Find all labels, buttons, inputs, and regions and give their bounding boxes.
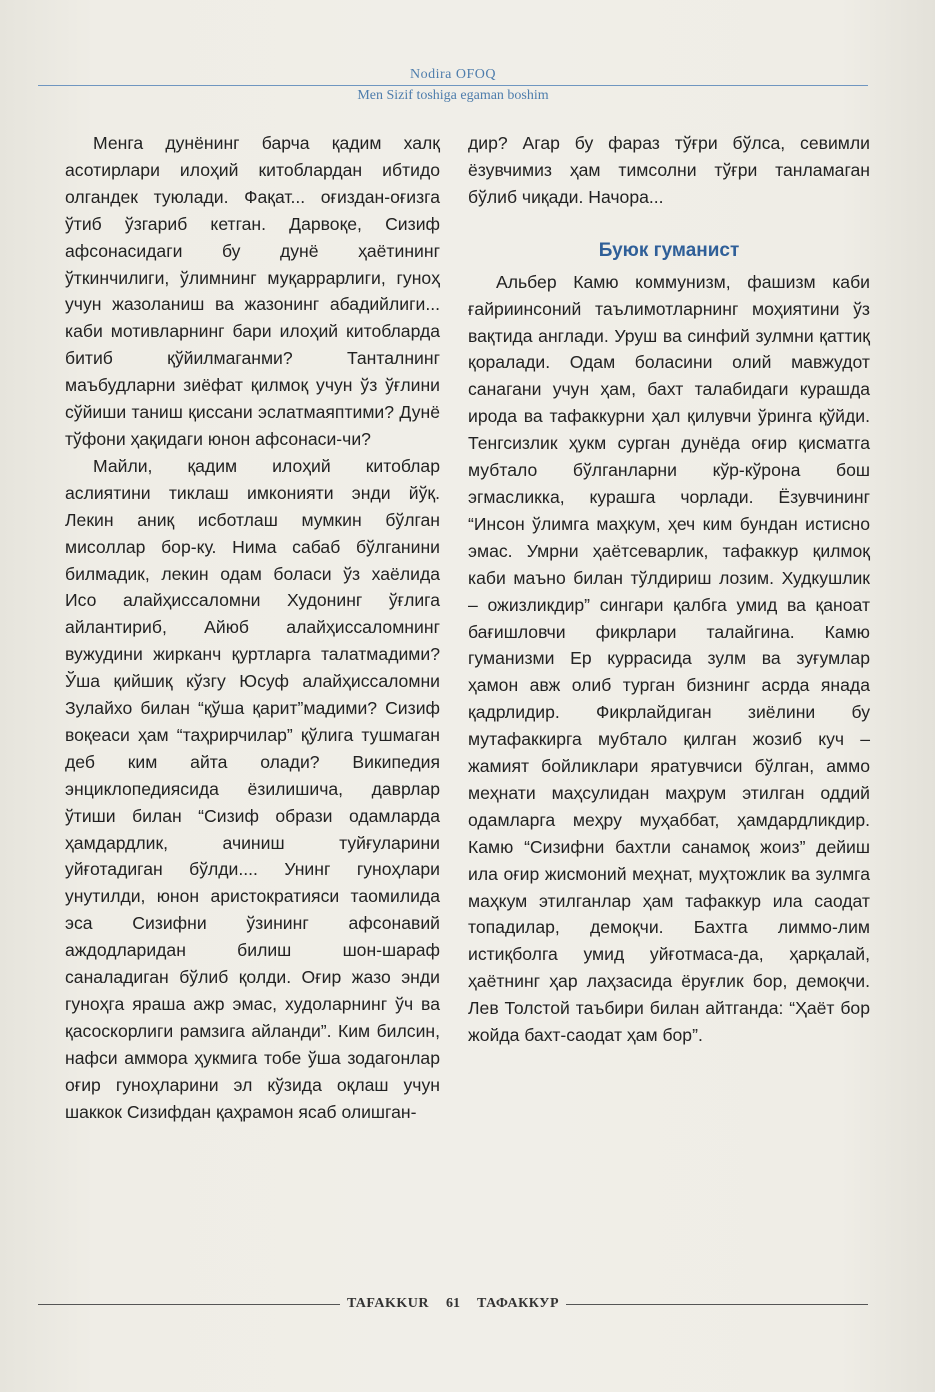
footer-magazine-name-cyrillic: ТАФАККУР (477, 1296, 560, 1311)
section-heading: Буюк гуманист (598, 239, 740, 261)
header-rule (38, 85, 868, 86)
footer-rule-right (566, 1304, 868, 1305)
footer-rule-left (38, 1304, 340, 1305)
page-number: 61 (446, 1296, 461, 1311)
right-column (468, 130, 870, 1049)
running-header (38, 66, 868, 104)
page-footer (38, 1295, 868, 1313)
header-article-title: Men Sizif toshiga egaman boshim (357, 88, 549, 103)
paragraph: Менга дунёнинг барча қадим халқ асотирлари илоҳий китоблардан ибтидо олгандек туюлади. Фақат... оғиздан-оғизга ўтиб ўзгариб кетган. Дарвоқе, Сизиф афсонасидаги бу дунё ҳаётининг ўткинчилиги, ўлимнинг муқаррарлиги, гуноҳ учун жазоланиш ва жазонинг абадийлиги... каби мотивларнинг бари илоҳий китобларда битиб қўйилмаганми? Танталнинг маъбудларни зиёфат қилмоқ учун ўз ўғлини сўйиши таниш қиссани эслатмаяптими? Дунё тўфони ҳақидаги юнон афсонаси-чи? (65, 133, 440, 449)
left-column (65, 130, 440, 1126)
footer-magazine-name-latin: TAFAKKUR (346, 1296, 430, 1311)
paragraph: Альбер Камю коммунизм, фашизм каби ғайриинсоний таълимотларнинг моҳиятини ўз вақтида англади. Уруш ва синфий зулмни қаттиқ қоралади. Одам боласини олий мавжудот санагани учун ҳам, бахт талабидаги курашда ирода ва тафаккурни ҳал қилувчи ўринга қўйди. Тенгсизлик ҳукм сурган дунёда оғир қисматга мубтало бўлганларни кўр-кўрона бош эгмасликка, курашга чорлади. Ёзувчининг “Инсон ўлимга маҳкум, ҳеч ким бундан истисно эмас. Умрни ҳаётсеварлик, тафаккур қилмоқ каби маъно билан тўлдириш лозим. Худкушлик – ожизликдир” сингари қалбга умид ва қаноат бағишловчи фикрлари талайгина. Камю гуманизми Ер куррасида зулм ва зуғумлар ҳамон авж олиб турган бизнинг асрда янада қадрлидир. Фикрлайдиган зиёлини бу мутафаккирга мубтало қилган жозиб куч – жамият бойликлари яратувчиси бўлган, аммо меҳнати маҳсулидан маҳрум этилган оддий одамларга меҳру муҳаббат, ҳамдардликдир. Камю “Сизифни бахтли санамоқ жоиз” дейиш ила оғир жисмоний меҳнат, муҳтожлик ва зулмга маҳкум этилганлар ҳам тафаккур ила саодат топадилар, демоқчи. Бахтга лиммо-лим истиқболга умид уйғотмаса-да, ҳарқалай, ҳаётнинг ҳар лаҳзасида ёруғлик бор, демоқчи. Лев Толстой таъбири билан айтганда: “Ҳаёт бор жойда бахт-саодат ҳам бор”. (468, 271, 870, 1046)
paragraph-continuation: дир? Агар бу фараз тўғри бўлса, севимли ёзувчимиз ҳам тимсолни тўғри танламаган бўлиб чиқади. Начора... (468, 133, 870, 207)
header-author: Nodira OFOQ (410, 67, 496, 82)
paragraph: Майли, қадим илоҳий китоблар аслиятини тиклаш имконияти энди йўқ. Лекин аниқ исботлаш мумкин бўлган мисоллар бор-ку. Нима сабаб бўлганини билмадик, лекин одам боласи ўз хаёлида Исо алайҳиссаломни Худонинг ўғлига айлантириб, Айюб алайҳиссаломнинг вужудини жирканч қуртларга талатмадими? Ўша қийшиқ кўзгу Юсуф алайҳиссаломни Зулайхо билан “қўша қарит”мадими? Сизиф воқеаси ҳам “таҳрирчилар” қўлига тушмаган деб ким айта олади? Википедия энциклопедиясида ёзилишича, даврлар ўтиши билан “Сизиф образи одамларда ҳамдардлик, ачиниш туйғуларини уйғотадиган бўлди.... Унинг гуноҳлари унутилди, юнон аристократияси таомилида эса Сизифни ўзининг афсонавий аждодларидан билиш шон-шараф саналадиган бўлиб қолди. Оғир жазо энди гуноҳга яраша ажр эмас, худоларнинг ўч ва қасоскорлиги рамзига айланди”. Ким билсин, нафси аммора ҳукмига тобе ўша зодагонлар оғир гуноҳларини эл кўзида оқлаш учун шаккок Сизифдан қаҳрамон ясаб олишган- (65, 455, 440, 1122)
